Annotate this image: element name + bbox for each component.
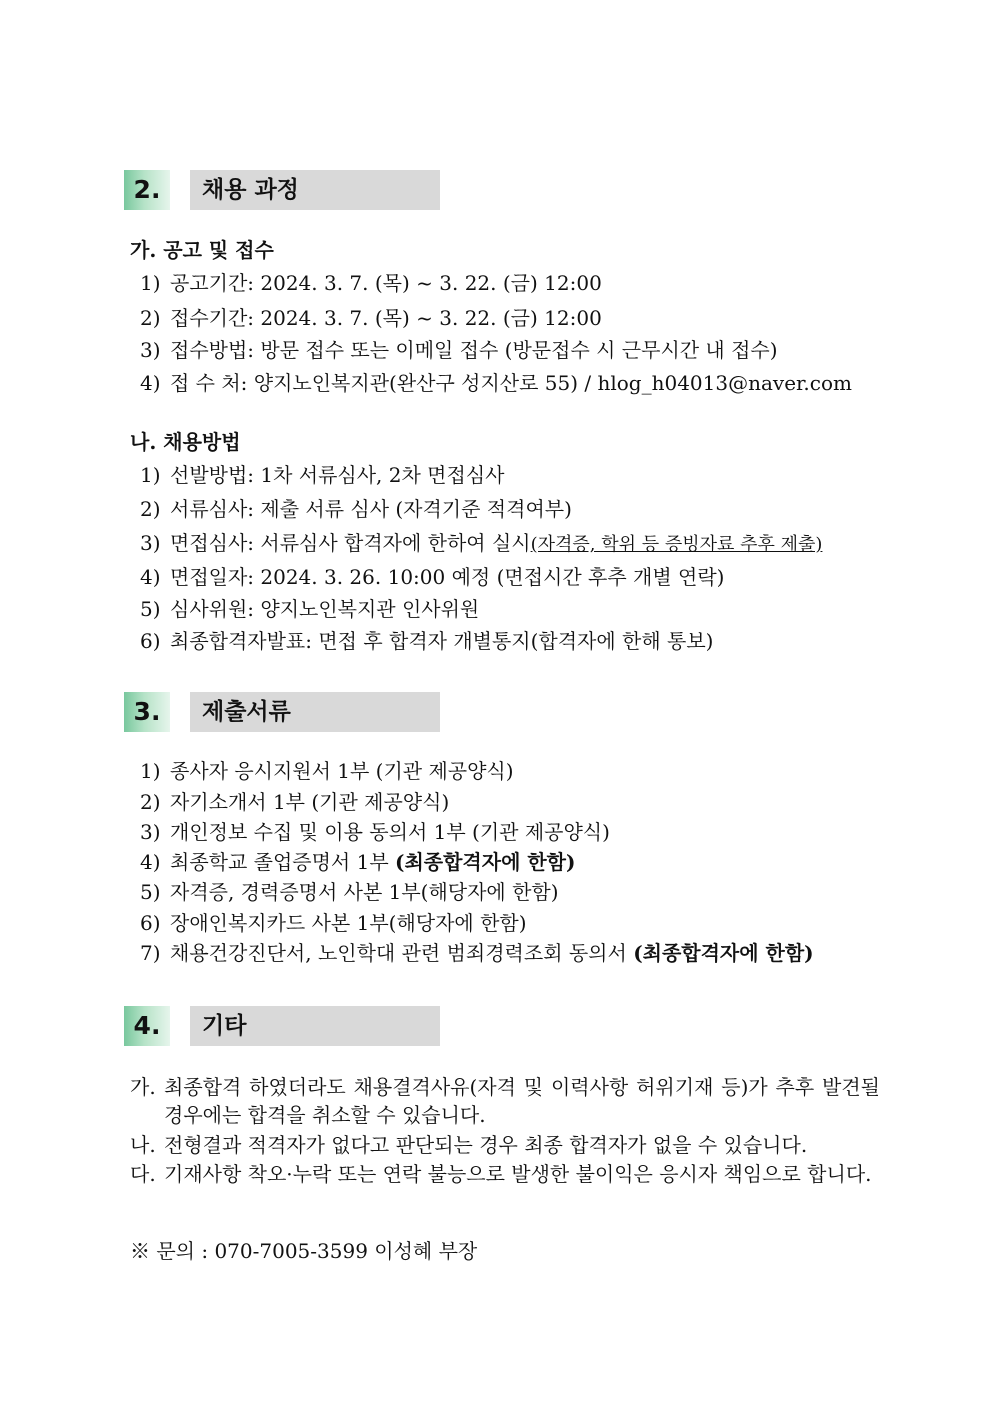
item-number: 4): [140, 565, 161, 589]
item-text: 접수방법: 방문 접수 또는 이메일 접수 (방문접수 시 근무시간 내 접수): [170, 338, 778, 362]
item-number: 1): [140, 271, 161, 295]
item-text: 채용건강진단서, 노인학대 관련 범죄경력조회 동의서: [170, 941, 634, 965]
note-marker: 나.: [130, 1133, 156, 1157]
note-marker: 다.: [130, 1162, 156, 1186]
list-item: [140, 819, 610, 845]
list-item: [140, 628, 714, 654]
item-number: 6): [140, 911, 161, 935]
item-number: 1): [140, 463, 161, 487]
bold-note: (최종합격자에 한함): [633, 941, 814, 965]
underlined-note: (자격증, 학위 등 증빙자료 추후 제출): [530, 534, 823, 555]
section-3-header: [124, 692, 444, 732]
item-text: 종사자 응시지원서 1부 (기관 제공양식): [170, 759, 514, 783]
note-paragraph: [130, 1131, 880, 1159]
item-number: 6): [140, 629, 161, 653]
list-item: [140, 305, 602, 331]
item-number: 2): [140, 306, 161, 330]
item-text: 접수기간: 2024. 3. 7. (목) ~ 3. 22. (금) 12:00: [170, 306, 602, 330]
item-text: 최종학교 졸업증명서 1부: [170, 850, 395, 874]
item-text: 개인정보 수집 및 이용 동의서 1부 (기관 제공양식): [170, 820, 610, 844]
item-number: 5): [140, 880, 161, 904]
list-item: [140, 270, 602, 296]
list-item: [140, 910, 527, 936]
section-4-number: 4.: [124, 1006, 170, 1046]
section-4-title: 기타: [190, 1006, 440, 1046]
section-3-number: 3.: [124, 692, 170, 732]
item-number: 2): [140, 497, 161, 521]
section-3-title: 제출서류: [190, 692, 440, 732]
item-text: 면접일자: 2024. 3. 26. 10:00 예정 (면접시간 후추 개별 연락): [170, 565, 725, 589]
list-item: [140, 596, 479, 622]
contact-info: ※ 문의 : 070-7005-3599 이성혜 부장: [130, 1239, 478, 1263]
subheading-announcement: 가. 공고 및 접수: [130, 238, 274, 262]
subheading-method: 나. 채용방법: [130, 430, 241, 454]
list-item: [140, 370, 852, 396]
note-text: 전형결과 적격자가 없다고 판단되는 경우 최종 합격자가 없을 수 있습니다.: [164, 1133, 808, 1157]
item-text: 최종합격자발표: 면접 후 합격자 개별통지(합격자에 한해 통보): [170, 629, 714, 653]
list-item: [140, 940, 814, 966]
section-2-number: 2.: [124, 170, 170, 210]
item-number: 3): [140, 338, 161, 362]
list-item: [140, 789, 449, 815]
item-text: 심사위원: 양지노인복지관 인사위원: [170, 597, 480, 621]
note-text: 기재사항 착오·누락 또는 연락 불능으로 발생한 불이익은 응시자 책임으로 합니다.: [164, 1162, 872, 1186]
item-number: 7): [140, 941, 161, 965]
bold-note: (최종합격자에 한함): [395, 850, 576, 874]
section-4-header: [124, 1006, 444, 1046]
list-item: [140, 530, 822, 558]
item-text: 면접심사: 서류심사 합격자에 한하여 실시: [170, 531, 531, 555]
item-text: 자격증, 경력증명서 사본 1부(해당자에 한함): [170, 880, 559, 904]
item-number: 5): [140, 597, 161, 621]
item-text: 공고기간: 2024. 3. 7. (목) ~ 3. 22. (금) 12:00: [170, 271, 602, 295]
list-item: [140, 879, 559, 905]
list-item: [140, 496, 572, 522]
item-number: 1): [140, 759, 161, 783]
item-text: 장애인복지카드 사본 1부(해당자에 한함): [170, 911, 527, 935]
item-text: 자기소개서 1부 (기관 제공양식): [170, 790, 450, 814]
list-item: [140, 849, 575, 875]
item-number: 4): [140, 850, 161, 874]
list-item: [140, 337, 778, 363]
item-text: 서류심사: 제출 서류 심사 (자격기준 적격여부): [170, 497, 572, 521]
item-number: 4): [140, 371, 161, 395]
item-number: 3): [140, 820, 161, 844]
list-item: [140, 462, 504, 488]
list-item: [140, 758, 514, 784]
note-text: 최종합격 하였더라도 채용결격사유(자격 및 이력사항 허위기재 등)가 추후 발견될 경우에는 합격을 취소할 수 있습니다.: [164, 1075, 880, 1127]
note-marker: 가.: [130, 1075, 156, 1099]
section-2-header: [124, 170, 444, 210]
note-paragraph: [130, 1073, 880, 1129]
list-item: [140, 564, 724, 590]
item-text: 접 수 처: 양지노인복지관(완산구 성지산로 55) / hlog_h04013@naver.com: [170, 371, 852, 395]
item-number: 3): [140, 531, 161, 555]
section-2-title: 채용 과정: [190, 170, 440, 210]
note-paragraph: [130, 1160, 880, 1188]
item-text: 선발방법: 1차 서류심사, 2차 면접심사: [170, 463, 505, 487]
item-number: 2): [140, 790, 161, 814]
